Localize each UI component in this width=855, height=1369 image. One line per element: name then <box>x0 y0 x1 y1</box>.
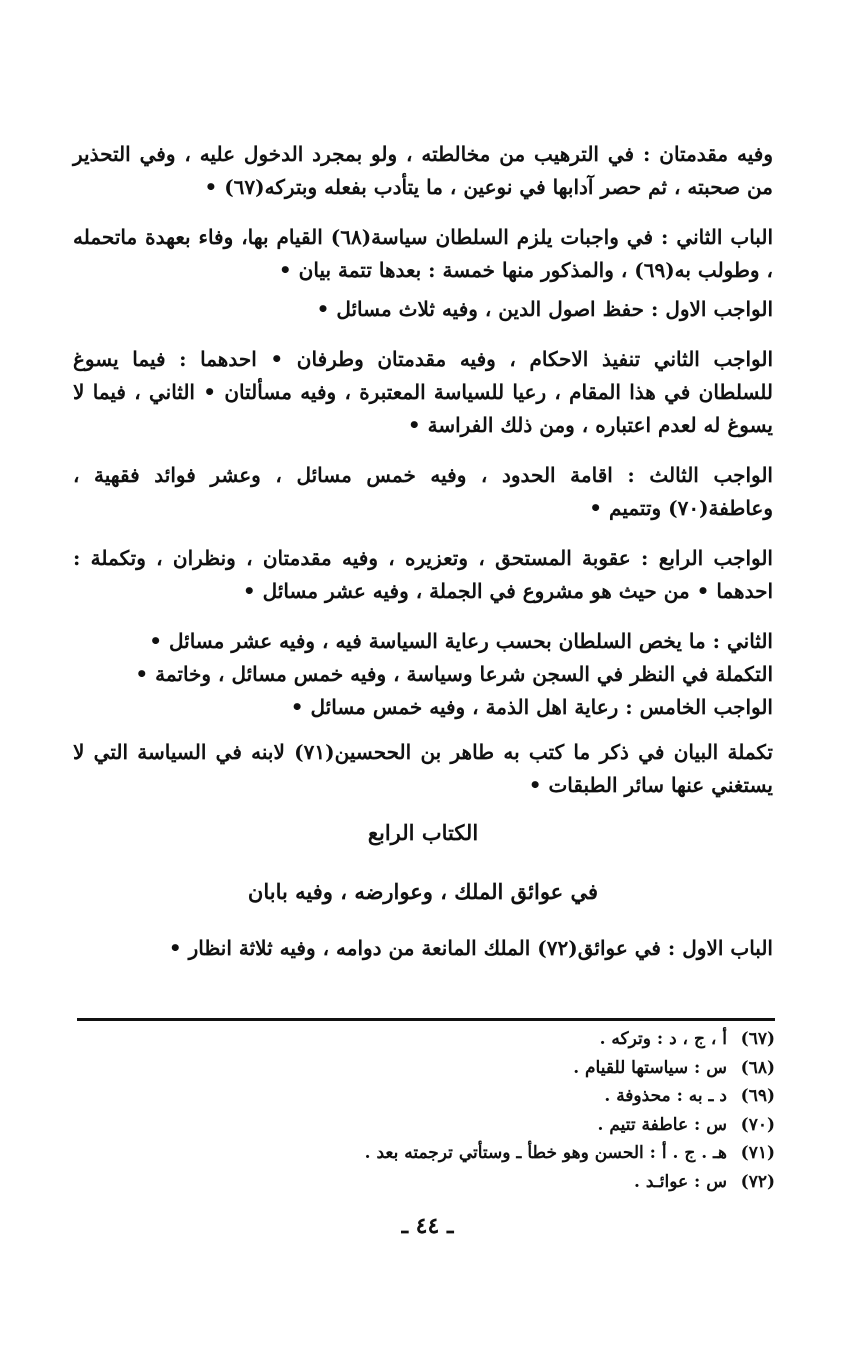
main-text <box>73 138 773 965</box>
footnote-number: (٧٠) <box>740 1114 775 1135</box>
paragraph-duty-three: الواجب الثالث : اقامة الحدود ، وفيه خمس مسائل ، وعشر فوائد فقهية ، وعاطفة(٧٠) وتتميم • <box>73 463 773 520</box>
paragraph-introduction: وفيه مقدمتان : في الترهيب من مخالطته ، ولو بمجرد الدخول عليه ، وفي التحذير من صحبته ، ثم حصر آدابها في نوعين ، ما يتأدب بفعله وبتركه(٦٧) • <box>73 142 773 199</box>
footnote-67 <box>77 1025 775 1054</box>
paragraph-second-view: الثاني : ما يخص السلطان بحسب رعاية السياسة فيه ، وفيه عشر مسائل • <box>149 629 773 653</box>
page-number: ـ ٤٤ ـ <box>401 1213 454 1239</box>
footnote-70 <box>77 1111 775 1140</box>
book-subheading: في عوائق الملك ، وعوارضه ، وفيه بابان <box>247 879 599 904</box>
book-heading: الكتاب الرابع <box>367 820 479 845</box>
footnote-71 <box>77 1139 775 1168</box>
footnote-text: س : عوائـد . <box>634 1171 727 1192</box>
paragraph-duty-five: الواجب الخامس : رعاية اهل الذمة ، وفيه خمس مسائل • <box>290 695 773 719</box>
footnote-text: هـ . ج . أ : الحسن وهو خطأ ـ وستأتي ترجمته بعد . <box>364 1143 727 1163</box>
chapter-line: الباب الاول : في عوائق(٧٢) الملك المانعة من دوامه ، وفيه ثلاثة انظار • <box>168 936 773 960</box>
footnote-number: (٧١) <box>740 1143 775 1163</box>
footnote-text: س : سياستها للقيام . <box>573 1057 727 1078</box>
footnote-divider <box>77 1018 775 1021</box>
footnote-text: د ـ به : محذوفة . <box>604 1086 727 1106</box>
footnote-69 <box>77 1082 775 1111</box>
footnote-text: س : عاطفة تتيم . <box>597 1114 727 1135</box>
paragraph-duty-one: الواجب الاول : حفظ اصول الدين ، وفيه ثلاث مسائل • <box>316 297 773 321</box>
footnote-68 <box>77 1054 775 1083</box>
footnote-number: (٧٢) <box>740 1171 775 1192</box>
footnote-text: أ ، ج ، د : وتركه . <box>599 1029 727 1049</box>
paragraph-duty-two: الواجب الثاني تنفيذ الاحكام ، وفيه مقدمتان وطرفان • احدهما : فيما يسوغ للسلطان في هذا المقام ، رعيا للسياسة المعتبرة ، وفيه مسألتان • الثاني ، فيما لا يسوغ له لعدم اعتباره ، ومن ذلك الفراسة • <box>73 347 773 437</box>
paragraph-tahir-letter: تكملة البيان في ذكر ما كتب به طاهر بن الححسين(٧١) لابنه في السياسة التي لا يستغني عنها سائر الطبقات • <box>73 740 774 797</box>
paragraph-chapter-two: الباب الثاني : في واجبات يلزم السلطان سياسة(٦٨) القيام بها، وفاء بعهدة ماتحمله ، وطولب به(٦٩) ، والمذكور منها خمسة : بعدها تتمة بيان • <box>73 225 773 282</box>
footnote-number: (٦٨) <box>740 1057 775 1078</box>
paragraph-duty-four: الواجب الرابع : عقوبة المستحق ، وتعزيره ، وفيه مقدمتان ، ونظران ، وتكملة : احدهما • من حيث هو مشروع في الجملة ، وفيه عشر مسائل • <box>73 546 773 603</box>
footnote-number: (٦٧) <box>740 1029 775 1049</box>
footnotes <box>77 1025 775 1196</box>
paragraph-completion: التكملة في النظر في السجن شرعا وسياسة ، وفيه خمس مسائل ، وخاتمة • <box>135 662 773 686</box>
footnote-number: (٦٩) <box>740 1086 775 1106</box>
footnote-72 <box>77 1168 775 1197</box>
